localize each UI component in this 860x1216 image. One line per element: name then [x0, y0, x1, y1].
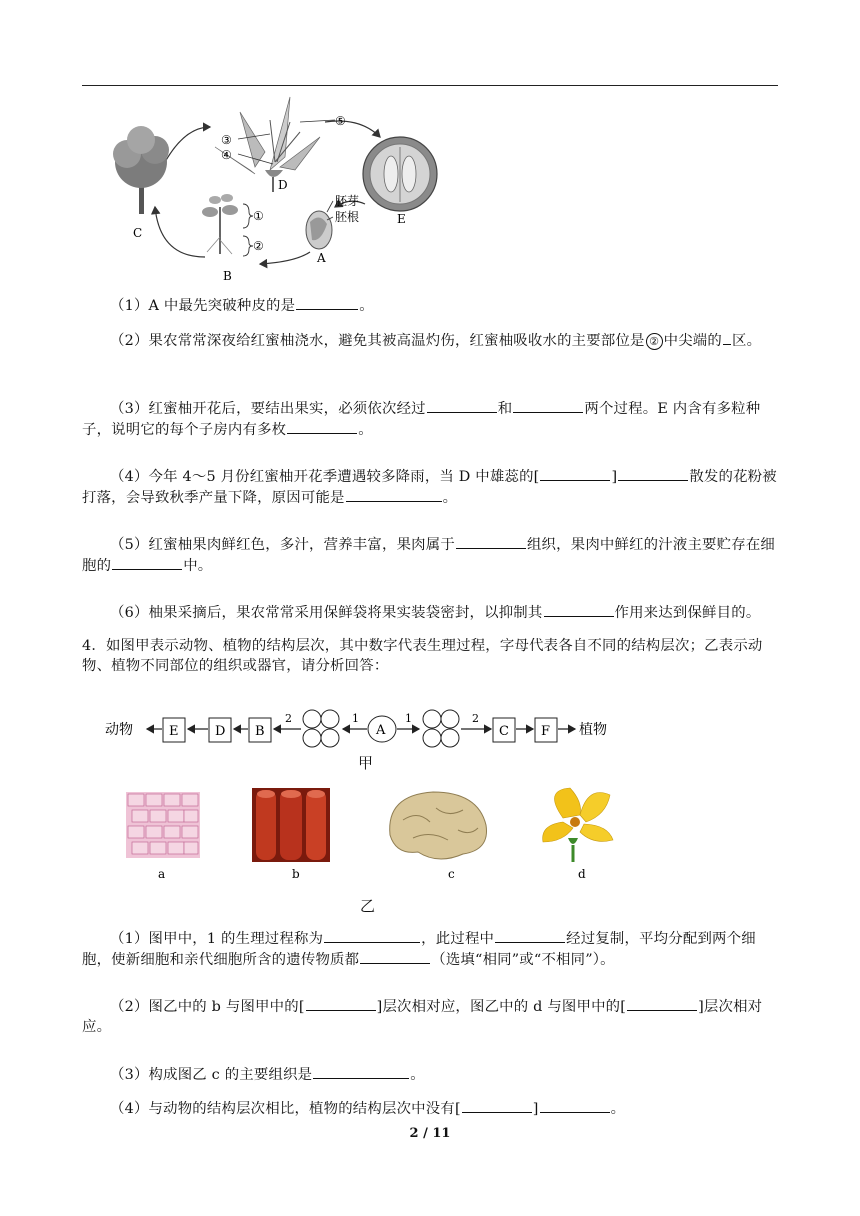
label-3: ③: [221, 133, 232, 147]
caption-jia: 甲: [358, 754, 374, 772]
answer-blank[interactable]: [324, 928, 420, 943]
label-animal: 动物: [105, 722, 133, 738]
arrow-num-2-left: 2: [285, 712, 292, 725]
answer-blank[interactable]: [456, 534, 526, 549]
q3-2: （2）果农常常深夜给红蜜柚浇水，避免其被高温灼伤，红蜜柚吸收水的主要部位是 ② 中尖端的 区。: [82, 330, 782, 351]
seed-icon: [306, 211, 332, 249]
answer-blank[interactable]: [313, 1064, 409, 1079]
label-D: D: [278, 178, 288, 192]
label-B: B: [223, 269, 232, 282]
q3-5: （5）红蜜柚果肉鲜红色，多汁，营养丰富，果肉属于 组织，果肉中鲜红的汁液主要贮存在细胞的 中。: [82, 534, 782, 576]
answer-blank[interactable]: [540, 466, 610, 481]
answer-blank[interactable]: [306, 996, 376, 1011]
answer-blank[interactable]: [495, 928, 565, 943]
q3-1: （1）A 中最先突破种皮的是 。: [82, 295, 782, 316]
flower-image: [543, 788, 613, 862]
answer-blank[interactable]: [618, 466, 688, 481]
answer-blank[interactable]: [723, 330, 731, 345]
answer-blank[interactable]: [462, 1098, 532, 1113]
label-1: ①: [253, 209, 264, 223]
label-a: a: [158, 867, 166, 881]
q3-6: （6）柚果采摘后，果农常常采用保鲜袋将果实装袋密封，以抑制其 作用来达到保鲜目的。: [82, 602, 782, 623]
arrow-d-to-e: [325, 121, 380, 137]
label-d: d: [578, 867, 586, 881]
structure-levels-diagram: [105, 700, 625, 760]
header-rule: [82, 85, 778, 86]
q3-4: （4）今年 4～5 月份红蜜柚开花季遭遇较多降雨，当 D 中雄蕊的[ ] 散发的花粉被打落，会导致秋季产量下降，原因可能是 。: [82, 466, 782, 508]
answer-blank[interactable]: [296, 295, 358, 310]
label-5: ⑤: [335, 114, 346, 128]
label-embryo-bud: 胚芽: [335, 194, 360, 208]
answer-blank[interactable]: [112, 555, 182, 570]
q4-1: （1）图甲中，1 的生理过程称为 ，此过程中 经过复制，平均分配到两个细胞，使新细胞和亲代细胞所含的遗传物质都 （选填“相同”或“不相同”）。: [82, 928, 782, 970]
label-2: ②: [253, 239, 264, 253]
tree-icon: [113, 126, 169, 214]
caption-yi: 乙: [360, 897, 376, 915]
answer-blank[interactable]: [346, 487, 442, 502]
box-F: F: [541, 724, 551, 739]
plant-life-cycle-figure: [95, 92, 445, 282]
answer-blank[interactable]: [540, 1098, 610, 1113]
page-number: 2 / 11: [409, 1126, 451, 1141]
label-E: E: [397, 212, 406, 226]
four-cells-right: [423, 710, 459, 747]
answer-blank[interactable]: [427, 398, 497, 413]
box-D: D: [215, 724, 226, 739]
answer-blank[interactable]: [544, 602, 614, 617]
epithelial-tissue-image: [126, 792, 200, 858]
label-4: ④: [221, 148, 232, 162]
q4-3: （3）构成图乙 c 的主要组织是 。: [82, 1064, 782, 1085]
answer-blank[interactable]: [287, 419, 357, 434]
seedling-icon: [202, 194, 238, 254]
arrow-b-to-c: [155, 207, 205, 257]
arrow-num-2-right: 2: [472, 712, 479, 725]
tissues-organs-figure: [118, 780, 638, 885]
answer-blank[interactable]: [513, 398, 583, 413]
brain-image: [390, 792, 487, 859]
box-B: B: [255, 724, 265, 739]
answer-blank[interactable]: [360, 949, 430, 964]
box-C: C: [499, 724, 509, 739]
label-C: C: [133, 226, 143, 240]
q4-4: （4）与动物的结构层次相比，植物的结构层次中没有[ ] 。: [82, 1098, 782, 1119]
q4-intro: 4．如图甲表示动物、植物的结构层次，其中数字代表生理过程，字母代表各自不同的结构层次；乙表示动物、植物不同部位的组织或器官，请分析回答：: [82, 638, 763, 674]
label-plant: 植物: [579, 722, 607, 738]
label-A: A: [317, 251, 326, 265]
q3-3: （3）红蜜柚开花后，要结出果实，必须依次经过 和 两个过程。E 内含有多粒种子，说明它的每个子房内有多枚 。: [82, 398, 782, 440]
cell-A: A: [376, 723, 386, 738]
fruit-cross-section-icon: [363, 137, 437, 211]
label-b: b: [292, 867, 300, 881]
four-cells-left: [303, 710, 339, 747]
muscle-tissue-image: [252, 788, 330, 862]
label-embryo-root: 胚根: [335, 210, 360, 224]
arrow-num-1-left: 1: [352, 712, 359, 725]
label-c: c: [448, 867, 455, 881]
box-E: E: [169, 724, 179, 739]
q4-2: （2）图乙中的 b 与图甲中的[ ]层次相对应，图乙中的 d 与图甲中的[ ]层次相对应。: [82, 996, 782, 1037]
arrow-a-to-b: [260, 252, 310, 264]
arrow-num-1-right: 1: [405, 712, 412, 725]
answer-blank[interactable]: [627, 996, 697, 1011]
arrow-c-to-d: [165, 127, 210, 162]
